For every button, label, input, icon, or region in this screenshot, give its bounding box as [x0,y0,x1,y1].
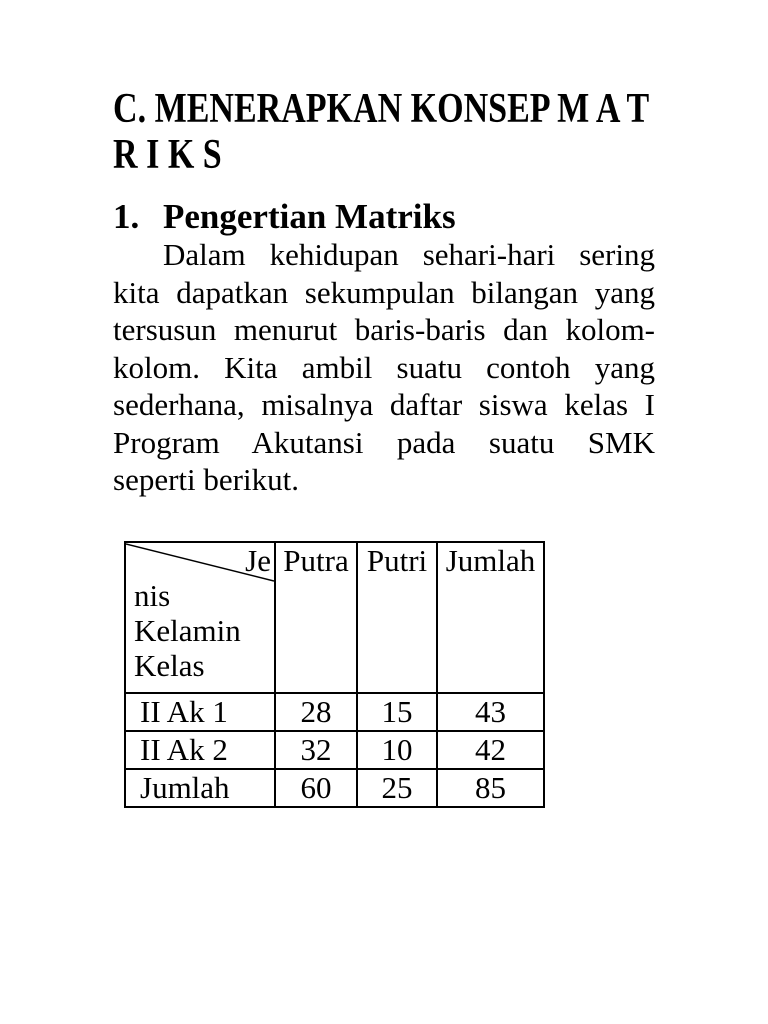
table-header-row [125,542,544,693]
chapter-heading-line-2: R I K S [113,132,222,178]
table-cell: 43 [437,693,544,731]
corner-label-line: nis [134,577,171,613]
table-row [125,693,544,731]
section-heading [113,198,655,236]
paragraph-line: kita dapatkan sekumpulan bilangan yang [113,274,655,310]
body-paragraph [113,236,655,499]
row-label: Jumlah [125,769,275,807]
paragraph-line: seperti berikut. [113,462,299,497]
row-label: II Ak 2 [125,731,275,769]
student-count-table [124,541,545,808]
section-title: Pengertian Matriks [163,197,456,236]
table-cell: 25 [357,769,437,807]
table-cell: 85 [437,769,544,807]
paragraph-line: tersusun menurut baris-baris dan kolom- [113,312,655,347]
corner-label-line: Je [245,542,271,578]
chapter-heading-line-1: C. MENERAPKAN KONSEP M A T [113,86,650,132]
table-cell: 60 [275,769,357,807]
table-cell: 42 [437,731,544,769]
table-corner-cell [125,542,275,693]
column-header-putra: Putra [275,542,357,693]
paragraph-line: Program Akutansi pada suatu SMK [113,424,655,460]
paragraph-line: kolom. Kita ambil suatu contoh yang [113,349,655,385]
table-row [125,731,544,769]
table-row [125,769,544,807]
row-label: II Ak 1 [125,693,275,731]
chapter-heading [113,86,655,178]
corner-label-line: Kelamin [134,612,241,648]
table-cell: 15 [357,693,437,731]
section-number: 1. [113,197,140,236]
corner-label-line: Kelas [134,647,205,683]
table-cell: 10 [357,731,437,769]
paragraph-line: sederhana, misalnya daftar siswa kelas I [113,387,655,422]
table-cell: 32 [275,731,357,769]
column-header-jumlah: Jumlah [437,542,544,693]
paragraph-line: Dalam kehidupan sehari-hari sering [163,237,655,272]
table-cell: 28 [275,693,357,731]
column-header-putri: Putri [357,542,437,693]
